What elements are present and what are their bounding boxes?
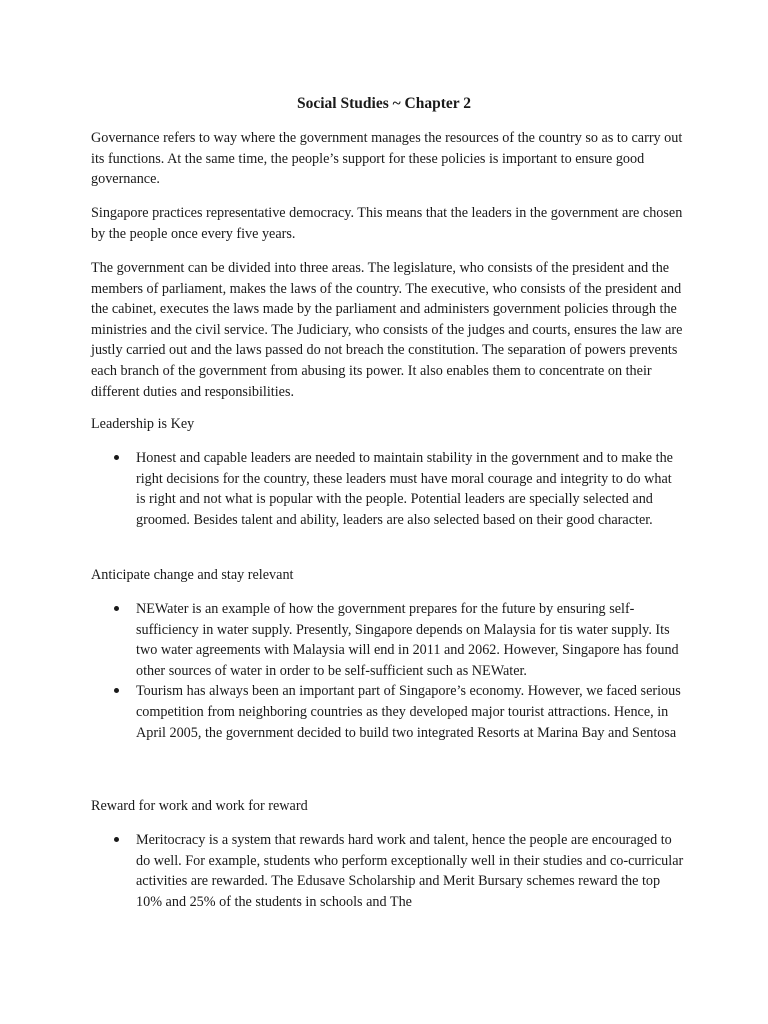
section-heading-reward: Reward for work and work for reward [91,798,308,814]
bullet-list-leadership [114,448,684,530]
bullet-icon [114,455,119,460]
bullet-icon [114,837,119,842]
paragraph-governance: Governance refers to way where the government manages the resources of the country so as to carry out its functions. At the same time, the people’s support for these policies is important to ensure good governance. [91,130,683,188]
section-heading-leadership: Leadership is Key [91,416,195,432]
list-item-text: Tourism has always been an important part of Singapore’s economy. However, we faced serious competition from neighboring countries as they developed major tourist attractions. Hence, in April 2005, the government decided to build two integrated Resorts at Marina Bay and Sentosa [136,683,681,741]
list-item [114,599,684,681]
list-item [114,681,684,743]
paragraph-three-areas: The government can be divided into three areas. The legislature, who consists of the president and the members of parliament, makes the laws of the country. The executive, who consists of the president and the cabinet, executes the laws made by the parliament and administers government policies through the ministries and the civil service. The Judiciary, who consists of the judges and courts, ensures the law are justly carried out and the laws passed do not breach the constitution. The separation of powers prevents each branch of the government from abusing its power. It also enables them to concentrate on their different duties and responsibilities. [91,260,683,400]
bullet-icon [114,688,119,693]
list-item [114,830,684,912]
list-item-text: Meritocracy is a system that rewards hard work and talent, hence the people are encouraged to do well. For example, students who perform exceptionally well in their studies and co-curricular activities are rewarded. The Edusave Scholarship and Merit Bursary schemes reward the top 10% and 25% of the students in schools and The [136,832,684,910]
list-item-text: Honest and capable leaders are needed to maintain stability in the government and to make the right decisions for the country, these leaders must have moral courage and integrity to do what is right and not what is popular with the people. Potential leaders are specially selected and groomed. Besides talent and ability, leaders are also selected based on their good character. [136,450,673,528]
bullet-list-anticipate [114,599,684,743]
list-item [114,448,684,530]
page-title: Social Studies ~ Chapter 2 [297,95,471,112]
section-heading-anticipate: Anticipate change and stay relevant [91,567,294,583]
list-item-text: NEWater is an example of how the government prepares for the future by ensuring self-sufficiency in water supply. Presently, Singapore depends on Malaysia for tis water supply. Its two water agreements with Malaysia will end in 2011 and 2062. However, Singapore has found other sources of water in order to be self-sufficient such as NEWater. [136,601,679,679]
bullet-icon [114,606,119,611]
paragraph-democracy: Singapore practices representative democracy. This means that the leaders in the government are chosen by the people once every five years. [91,205,683,242]
bullet-list-reward [114,830,684,912]
